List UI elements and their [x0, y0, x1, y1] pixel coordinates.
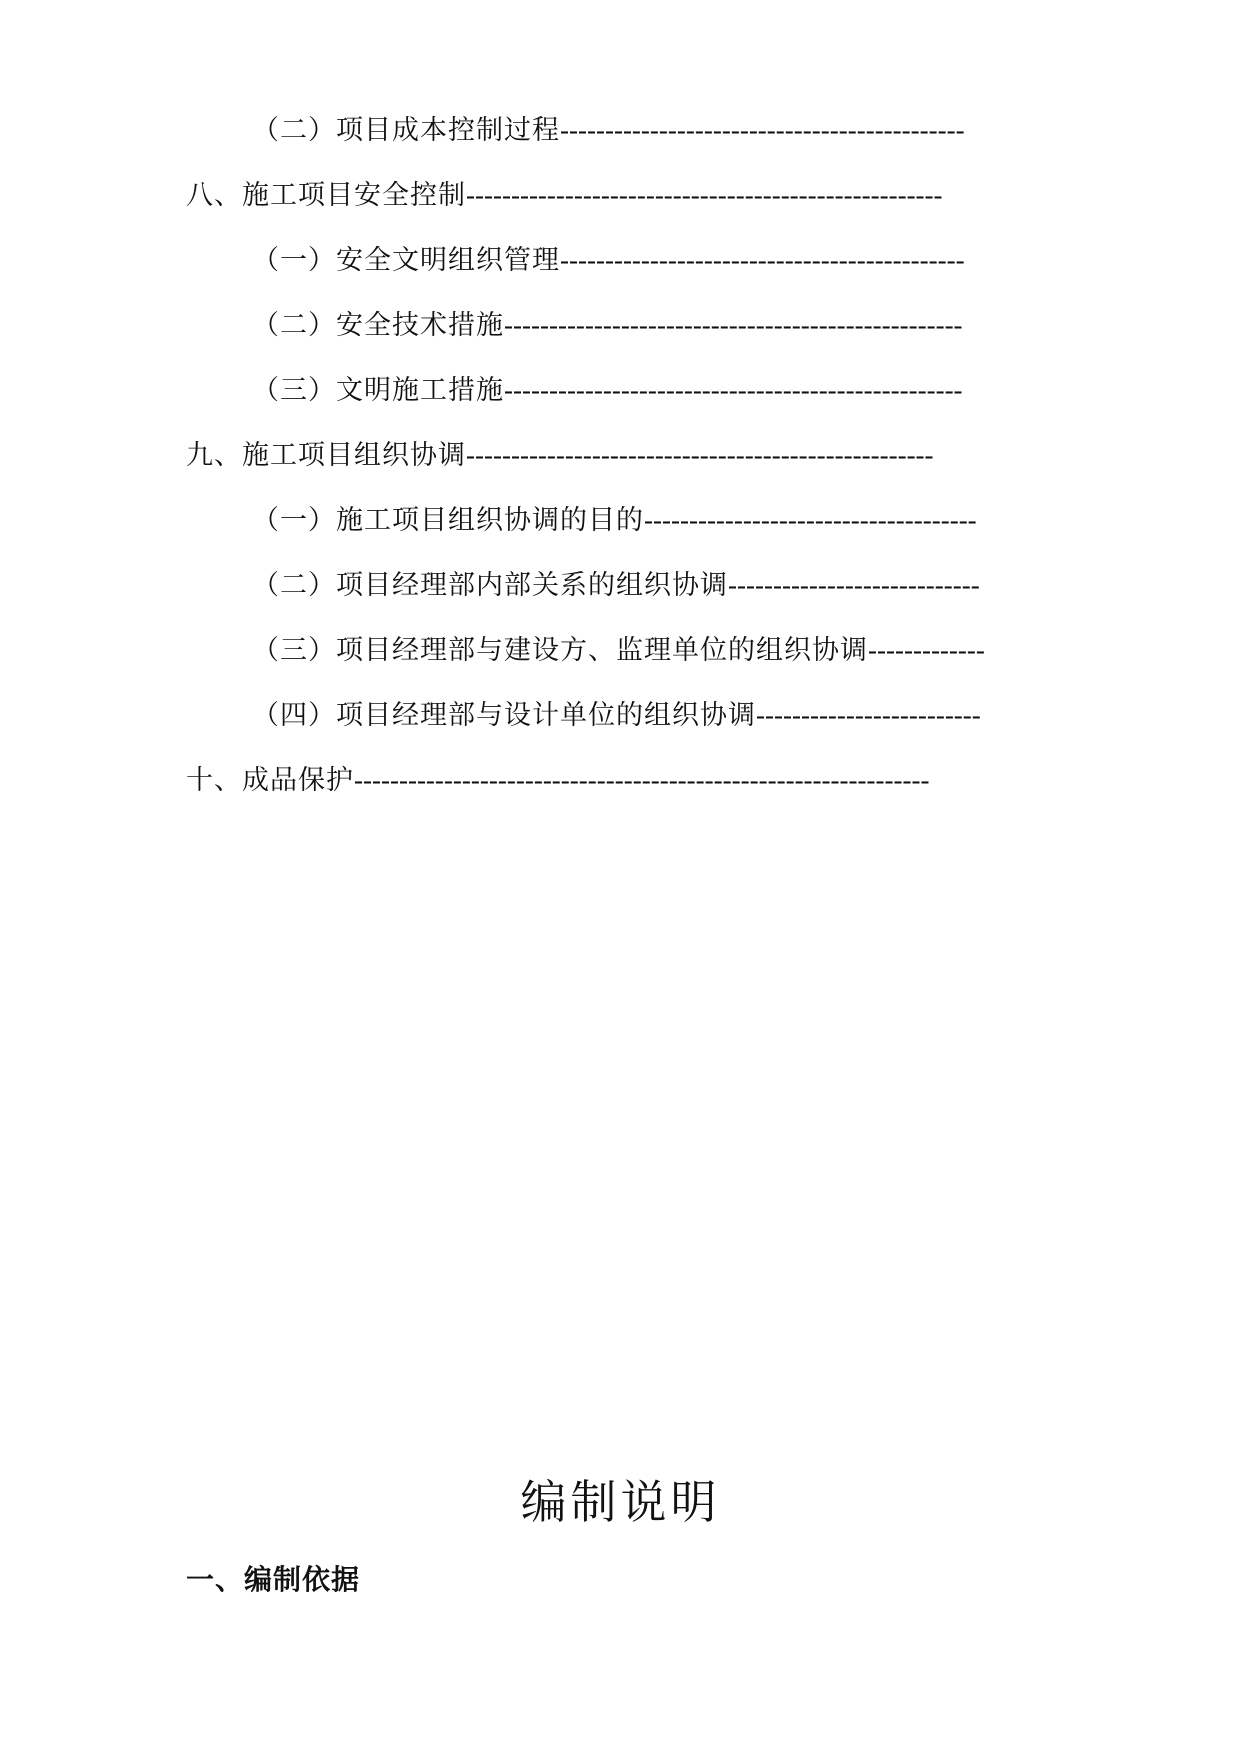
toc-entry — [252, 110, 965, 150]
toc-entry — [252, 370, 963, 410]
toc-entry-text: （三）文明施工措施 — [252, 375, 504, 406]
toc-entry-text: （四）项目经理部与设计单位的组织协调 — [252, 700, 756, 731]
toc-entry-text: 八、施工项目安全控制 — [186, 180, 466, 211]
toc-leader: ------------- — [868, 635, 985, 665]
toc-leader: ---------------------------------------------------- — [466, 440, 934, 470]
toc-leader: --------------------------------------------- — [560, 245, 965, 275]
toc-entry — [252, 695, 981, 735]
toc-entry-text: （一）施工项目组织协调的目的 — [252, 505, 644, 536]
toc-entry — [252, 500, 977, 540]
toc-entry — [186, 760, 929, 800]
toc-leader: ------------------------- — [756, 700, 981, 730]
toc-entry — [186, 175, 943, 215]
document-title: 编制说明 — [520, 1475, 721, 1529]
toc-entry-text: （二）安全技术措施 — [252, 310, 504, 341]
toc-entry-text: 九、施工项目组织协调 — [186, 440, 466, 471]
toc-entry — [252, 630, 985, 670]
toc-entry — [186, 435, 934, 475]
toc-entry — [252, 305, 963, 345]
toc-leader: ---------------------------- — [728, 570, 980, 600]
toc-leader: ----------------------------------------------------- — [466, 180, 943, 210]
toc-entry-text: （二）项目经理部内部关系的组织协调 — [252, 570, 728, 601]
toc-entry-text: （一）安全文明组织管理 — [252, 245, 560, 276]
toc-entry-text: 十、成品保护 — [186, 765, 354, 796]
toc-entry — [252, 565, 980, 605]
toc-leader: --------------------------------------------------- — [504, 310, 963, 340]
toc-leader: ---------------------------------------------------------------- — [354, 765, 930, 795]
toc-leader: --------------------------------------------------- — [504, 375, 963, 405]
section-heading: 一、编制依据 — [186, 1563, 361, 1596]
toc-entry-text: （三）项目经理部与建设方、监理单位的组织协调 — [252, 635, 868, 666]
toc-leader: --------------------------------------------- — [560, 115, 965, 145]
toc-leader: ------------------------------------- — [644, 505, 977, 535]
toc-entry-text: （二）项目成本控制过程 — [252, 115, 560, 146]
toc-entry — [252, 240, 965, 280]
